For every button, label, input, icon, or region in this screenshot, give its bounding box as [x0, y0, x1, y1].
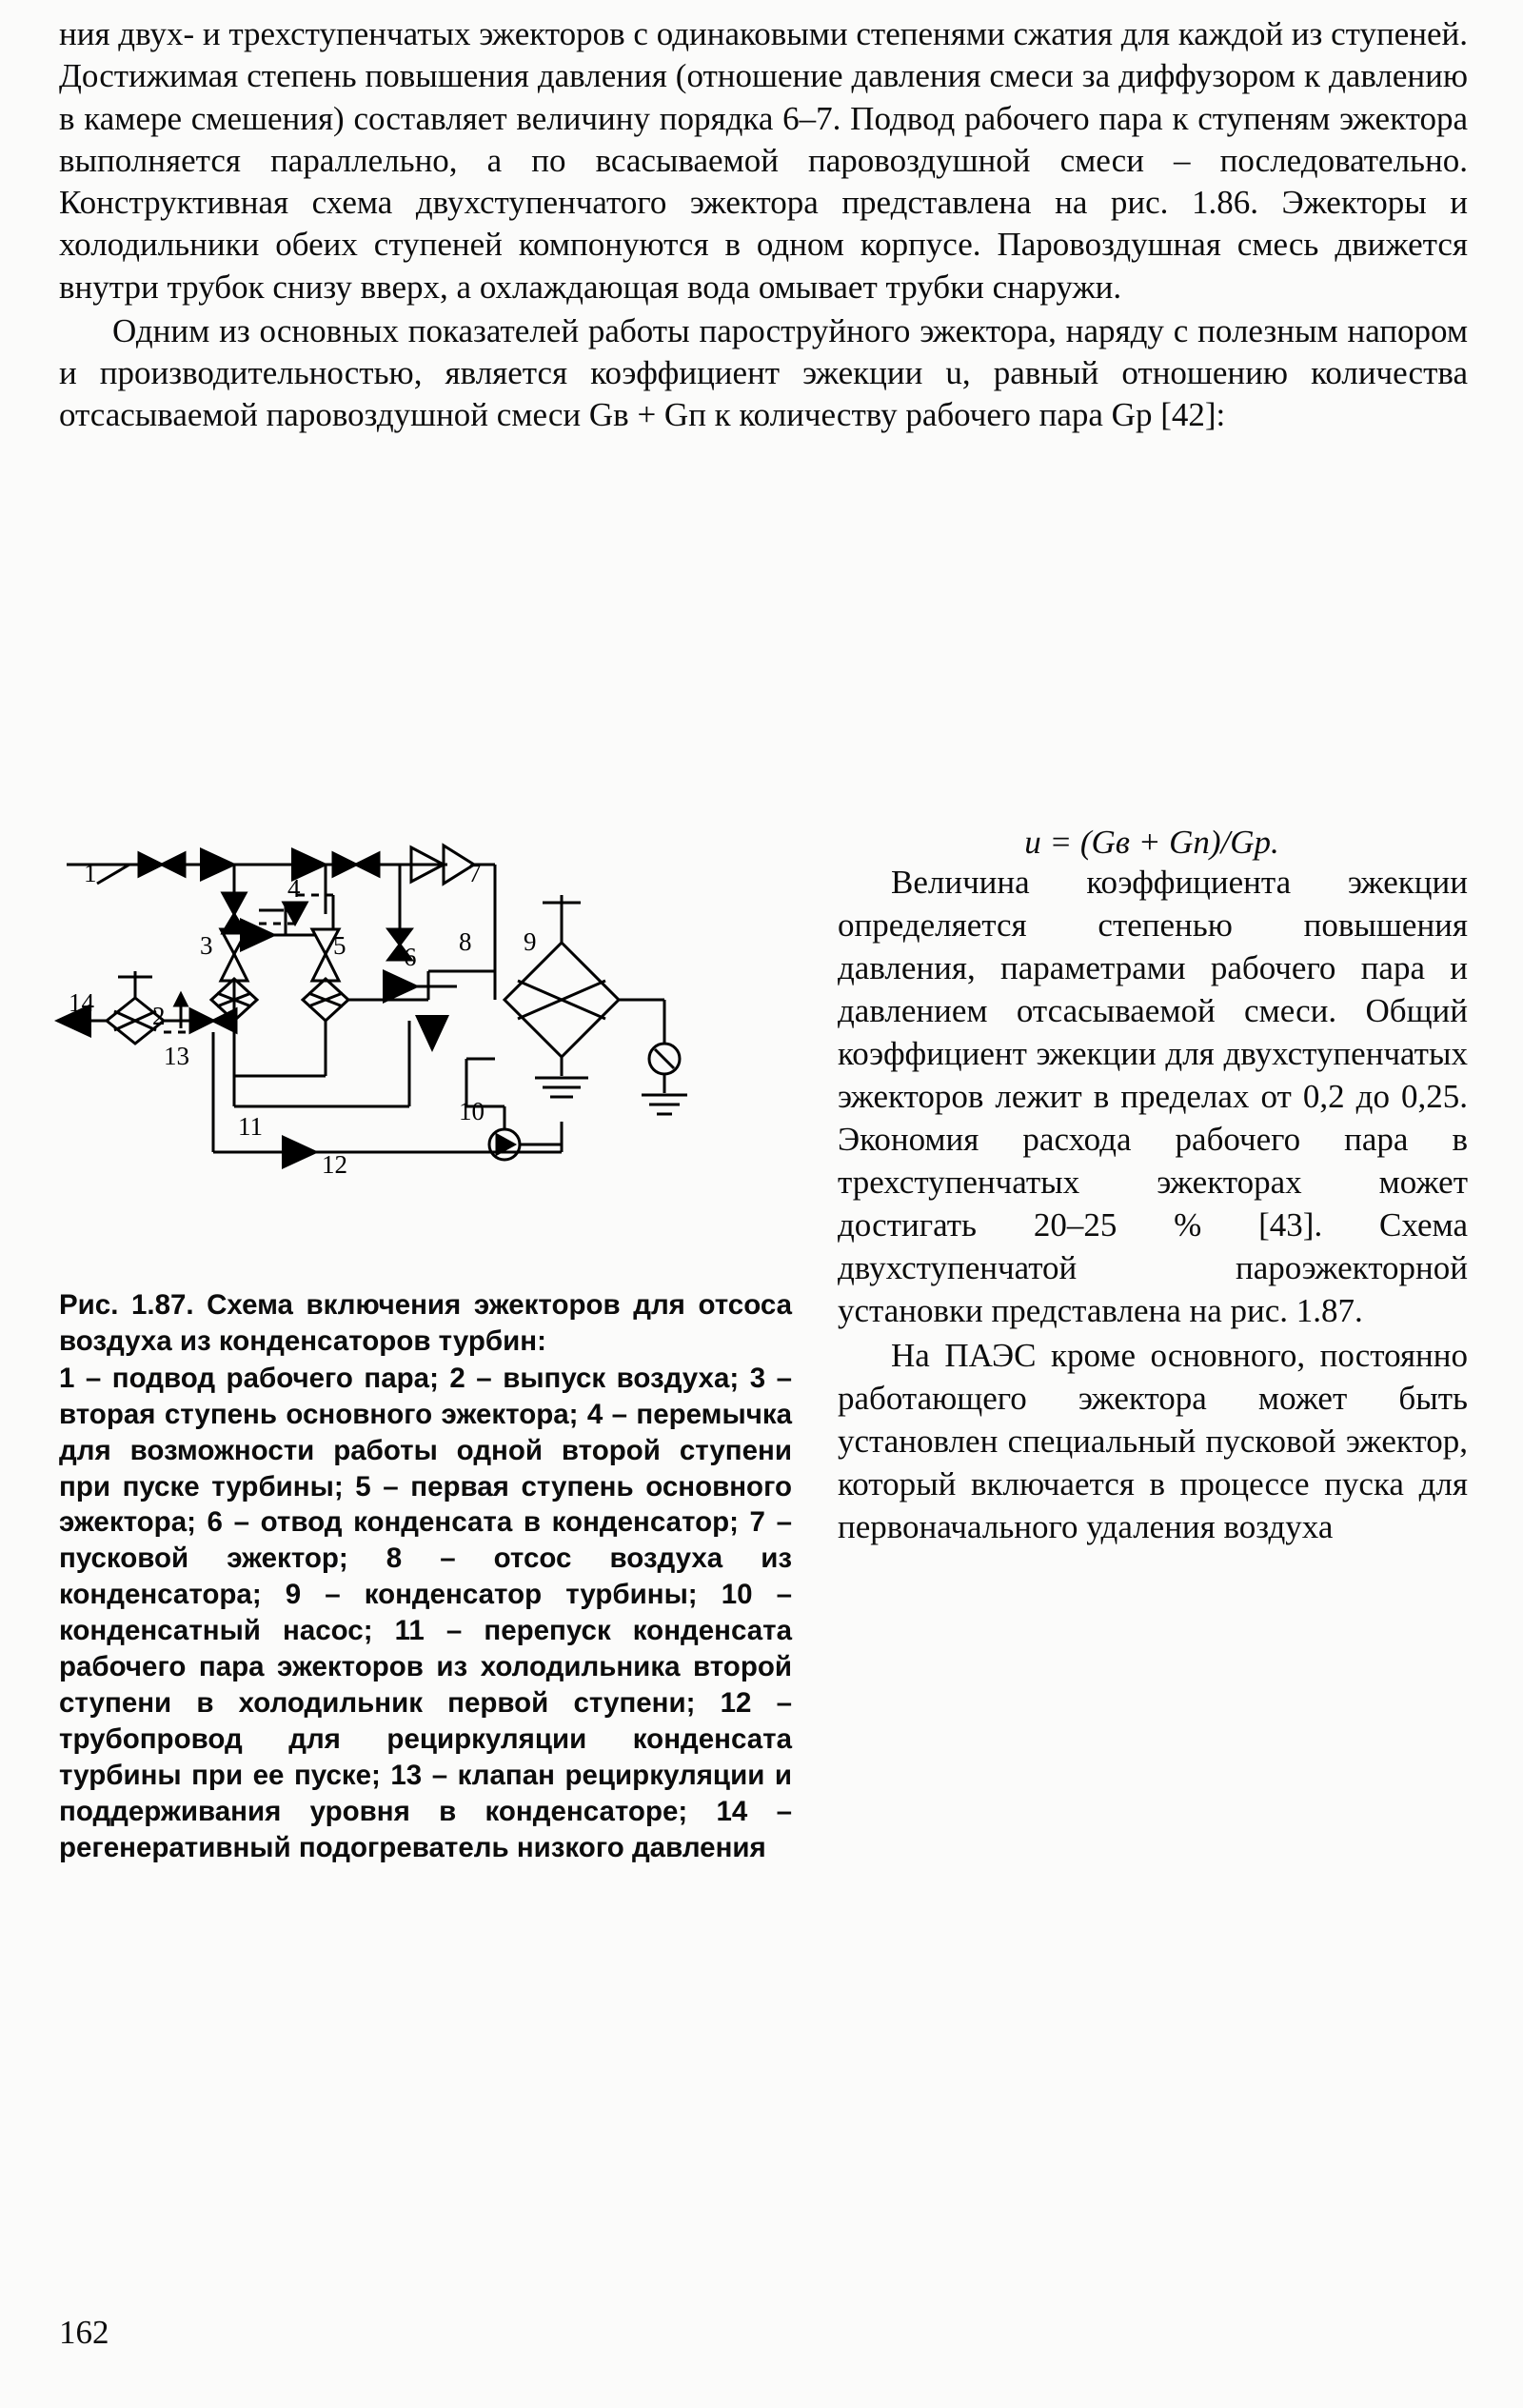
- figure-label-11: 11: [238, 1112, 263, 1141]
- figure-label-6: 6: [404, 943, 417, 971]
- formula-text: u = (Gв + Gп)/Gр.: [1024, 824, 1279, 861]
- figure-ejector-scheme: [48, 838, 800, 1285]
- figure-label-1: 1: [84, 859, 97, 887]
- figure-label-8: 8: [459, 927, 472, 956]
- paragraph-3: Величина коэффициента эжекции определяется степенью повышения давления, параметрами рабочего пара и давлением отсасываемой смеси. Общий коэффициент эжекции для двухступенчатых эжекторов лежит в пределах от 0,2 до 0,25. Экономия расхода рабочего пара в трехступенчатых эжекторах может достигать 20–25 % [43]. Схема двухступенчатой пароэжекторной установки представлена на рис. 1.87.: [838, 864, 1468, 1329]
- figure-label-3: 3: [200, 931, 213, 960]
- figure-label-13: 13: [164, 1042, 189, 1070]
- paragraph-2: Одним из основных показателей работы пароструйного эжектора, наряду с полезным напором и производительностью, является коэффициент эжекции u, равный отношению количества отсасываемой паровоздушной смеси Gв + Gп к количеству рабочего пара Gр [42]:: [59, 311, 1468, 434]
- figure-label-2: 2: [152, 1002, 166, 1030]
- figure-label-10: 10: [459, 1097, 485, 1125]
- top-text-block: [59, 13, 1468, 437]
- paragraph-4: На ПАЭС кроме основного, постоянно работающего эжектора может быть установлен специальный пусковой эжектор, который включается в процессе пуска для первоначального удаления воздуха: [838, 1336, 1468, 1545]
- figure-label-5: 5: [333, 931, 346, 960]
- figure-label-14: 14: [69, 988, 94, 1017]
- figure-label-7: 7: [468, 859, 482, 887]
- figure-caption: [59, 1287, 792, 1866]
- page-number: 162: [59, 2314, 109, 2351]
- formula-ejection-coefficient: [838, 824, 1466, 862]
- figure-caption-title: Рис. 1.87. Схема включения эжекторов для отсоса воздуха из конденсаторов турбин:: [59, 1289, 792, 1357]
- figure-diagram-svg: [48, 838, 800, 1285]
- figure-caption-legend: 1 – подвод рабочего пара; 2 – выпуск воздуха; 3 – вторая ступень основного эжектора; 4 – перемычка для возможности работы одной второй ступени при пуске турбины; 5 – первая ступень основного эжектора; 6 – отвод конденсата в конденсатор; 7 – пусковой эжектор; 8 – отсос воздуха из конденсатора; 9 – конденсатор турбины; 10 – конденсатный насос; 11 – перепуск конденсата рабочего пара эжекторов из холодильника второй ступени в холодильник первой ступени; 12 – трубопровод для рециркуляции конденсата турбины при ее пуске; 13 – клапан рециркуляции и поддерживания уровня в конденсаторе; 14 – регенеративный подогреватель низкого давления: [59, 1362, 792, 1863]
- paragraph-1: ния двух- и трехступенчатых эжекторов с одинаковыми степенями сжатия для каждой из ступеней. Достижимая степень повышения давления (отношение давления смеси за диффузором к давлению в камере смешения) составляет величину порядка 6–7. Подвод рабочего пара к ступеням эжектора выполняется параллельно, а по всасываемой паровоздушной смеси – последовательно. Конструктивная схема двухступенчатого эжектора представлена на рис. 1.86. Эжекторы и холодильники обеих ступеней компонуются в одном корпусе. Паровоздушная смесь движется внутри трубок снизу вверх, а охлаждающая вода омывает трубки снаружи.: [59, 15, 1468, 306]
- figure-label-4: 4: [287, 874, 301, 903]
- figure-label-9: 9: [524, 927, 537, 956]
- figure-label-12: 12: [322, 1150, 347, 1179]
- right-column-text: [838, 862, 1468, 1549]
